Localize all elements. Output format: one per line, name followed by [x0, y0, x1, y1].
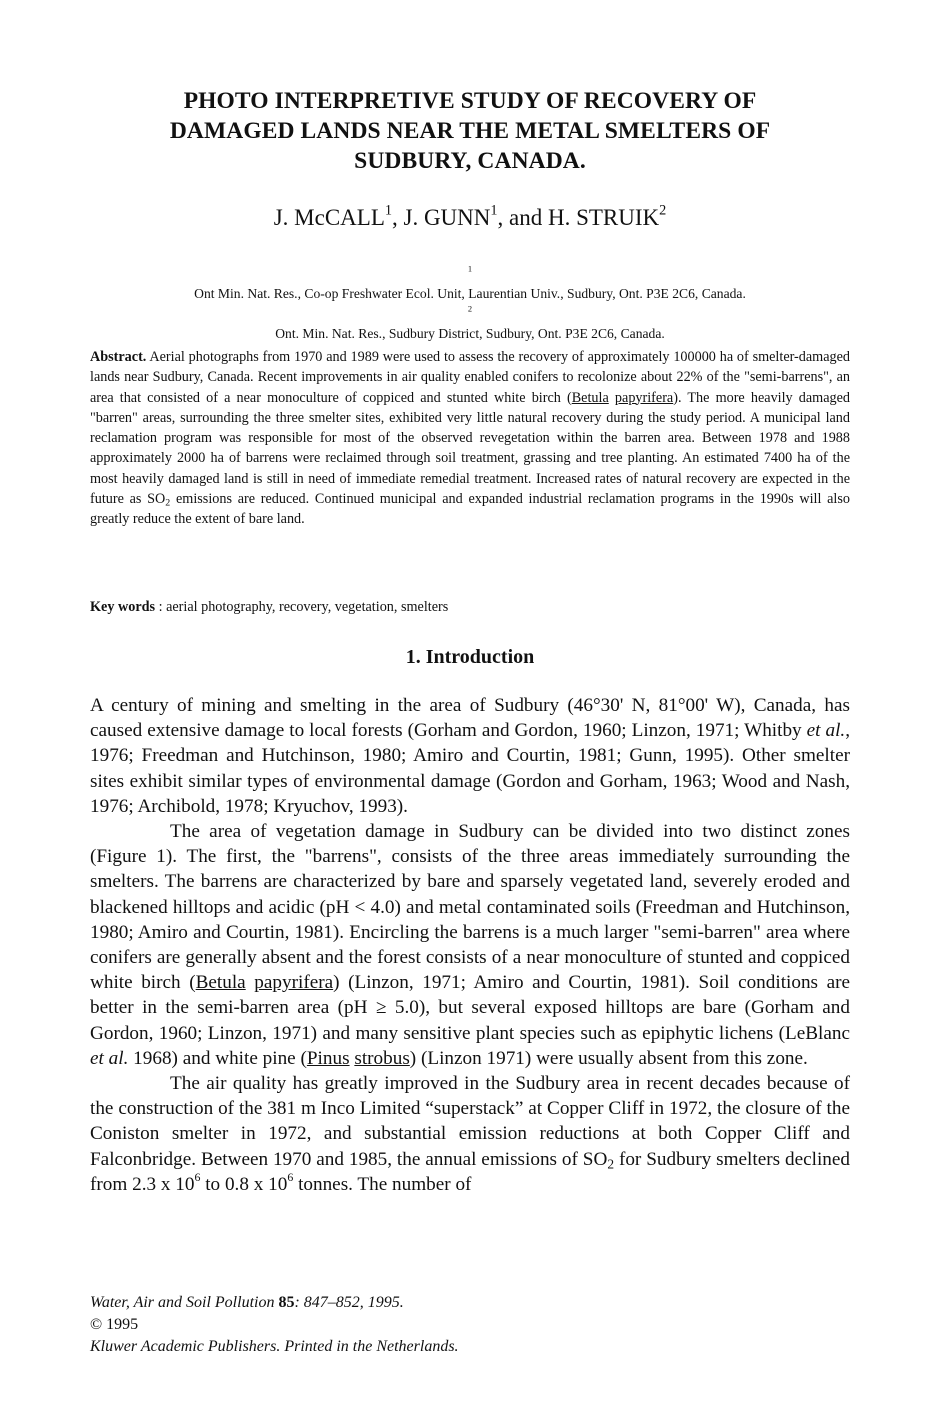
journal-citation [90, 1292, 850, 1314]
p2-geq-symbol: ≥ [375, 997, 387, 1019]
journal-volume: 85 [278, 1294, 295, 1311]
journal-pages: : 847–852, 1995. [294, 1294, 404, 1311]
affiliation-1 [90, 264, 850, 304]
p2-text-3: 5.0), but several exposed hilltops are bare (Gorham and Gordon, 1960; Linzon, 1971) and many sensitive plant species such as epiphytic lichens (LeBlanc [90, 997, 850, 1044]
p2-genus-2: Pinus [306, 1047, 350, 1069]
p2-genus: Betula [195, 972, 246, 994]
paragraph-2 [90, 819, 850, 1071]
p3-text-3: to 0.8 x 10 [200, 1173, 288, 1195]
p2-text-5: ) (Linzon 1971) were usually absent from this zone. [409, 1047, 808, 1069]
p3-so2-subscript: 2 [607, 1156, 615, 1172]
p3-text-2: for Sudbury smelters declined from 2.3 x 10 [90, 1148, 850, 1195]
paragraph-3 [90, 1071, 850, 1197]
p2-species: papyrifera [254, 972, 334, 994]
p3-exponent-1: 6 [194, 1169, 201, 1184]
p1-et-al: et al. [806, 720, 846, 742]
p3-exponent-2: 6 [287, 1169, 294, 1184]
affiliation-2-mark: 2 [467, 303, 473, 314]
p1-text-2: , 1976; Freedman and Hutchinson, 1980; Amiro and Courtin, 1981; Gunn, 1995). Other smelter sites exhibit similar types of environmental damage (Gordon and Gorham, 1963; Wood and Nash, 1976; Archibold, 1978; Kryuchov, 1993). [90, 720, 850, 817]
keywords-text: : aerial photography, recovery, vegetation, smelters [155, 599, 449, 615]
affiliation-1-mark: 1 [467, 263, 473, 274]
section-heading-introduction: 1. Introduction [405, 646, 535, 668]
author-gunn-affil-mark: 1 [490, 202, 498, 219]
author-list [90, 203, 850, 233]
abstract-text-3: emissions are reduced. Continued municipal and expanded industrial reclamation programs in the 1990s will also greatly reduce the extent of bare land. [90, 491, 850, 528]
copyright-symbol: © 1995 [90, 1316, 139, 1333]
author-mccall-affil-mark: 1 [384, 202, 392, 219]
affiliations [90, 264, 850, 344]
body-text [90, 693, 850, 1197]
abstract-text-2: ). The more heavily damaged "barren" areas, surrounding the three smelter sites, exhibited very little natural recovery during the study period. A municipal land reclamation program was responsible for most of the observed revegetation within the barren area. Between 1978 and 1988 approximately 2000 ha of barrens were reclaimed through soil treatment, grassing and tree planting. An estimated 7400 ha of the most heavily damaged land is still in need of immediate remedial treatment. Increased rates of natural recovery are expected in the future as SO [90, 389, 850, 508]
affiliation-2 [90, 304, 850, 344]
p2-text-2: ) (Linzon, 1971; Amiro and Courtin, 1981). Soil conditions are better in the semi-barren area (pH [90, 972, 851, 1019]
abstract-species: papyrifera [614, 389, 674, 406]
abstract-genus: Betula [571, 389, 609, 406]
p2-species-2: strobus [354, 1047, 410, 1069]
keywords-label: Key words [90, 599, 156, 615]
title-line-2: DAMAGED LANDS NEAR THE METAL SMELTERS OF [169, 118, 771, 144]
paragraph-1 [90, 693, 850, 819]
p1-text-1: A century of mining and smelting in the area of Sudbury (46°30' N, 81°00' W), Canada, has caused extensive damage to local forests (Gorham and Gordon, 1960; Linzon, 1971; Whitby [90, 695, 850, 742]
journal-name: Water, Air and Soil Pollution [90, 1294, 275, 1311]
page-footer [90, 1292, 850, 1358]
affiliation-2-text: Ont. Min. Nat. Res., Sudbury District, Sudbury, Ont. P3E 2C6, Canada. [275, 326, 665, 341]
title-line-3: SUDBURY, CANADA. [354, 148, 586, 174]
p3-text-4: tonnes. The number of [293, 1173, 472, 1195]
p2-text-4: 1968) and white pine ( [128, 1047, 307, 1069]
abstract-text-1: Aerial photographs from 1970 and 1989 were used to assess the recovery of approximately 100000 ha of smelter-damaged lands near Sudbury, Canada. Recent improvements in air quality enabled conifers to recolonize about 22% of the "semi-barrens", an area that consisted of a near monoculture of coppiced and stunted white birch ( [90, 349, 850, 406]
p3-text-1: The air quality has greatly improved in the Sudbury area in recent decades because of the construction of the 381 m Inco Limited “superstack” at Copper Cliff in 1972, the closure of the Coniston smelter in 1972, and substantial emission reductions at both Copper Cliff and Falconbridge. Between 1970 and 1985, the annual emissions of SO [90, 1073, 850, 1170]
copyright-line [90, 1314, 850, 1358]
paper-title [90, 86, 850, 176]
p2-text-1: The area of vegetation damage in Sudbury can be divided into two distinct zones (Figure 1). The first, the "barrens", consists of the three areas immediately surrounding the smelters. The barrens are characterized by bare and sparsely vegetated land, severely eroded and blackened hilltops and acidic (pH < 4.0) and metal contaminated soils (Freedman and Hutchinson, 1980; Amiro and Courtin, 1981). Encircling the barrens is a much larger "semi-barren" area where conifers are generally absent and the forest consists of a near monoculture of stunted and coppiced white birch ( [90, 821, 850, 994]
abstract-so2-subscript: 2 [165, 497, 171, 509]
keywords [90, 597, 850, 617]
abstract [90, 347, 850, 530]
author-struik: , and H. STRUIK [497, 205, 660, 230]
p2-et-al: et al. [90, 1047, 129, 1069]
author-gunn: , J. GUNN [392, 205, 491, 230]
publisher-text: Kluwer Academic Publishers. Printed in the Netherlands. [90, 1338, 459, 1355]
author-mccall: J. McCALL [273, 205, 385, 230]
author-struik-affil-mark: 2 [659, 202, 667, 219]
abstract-label: Abstract. [90, 349, 147, 365]
affiliation-1-text: Ont Min. Nat. Res., Co-op Freshwater Ecol. Unit, Laurentian Univ., Sudbury, Ont. P3E 2C6, Canada. [194, 286, 746, 301]
title-line-1: PHOTO INTERPRETIVE STUDY OF RECOVERY OF [183, 88, 757, 114]
